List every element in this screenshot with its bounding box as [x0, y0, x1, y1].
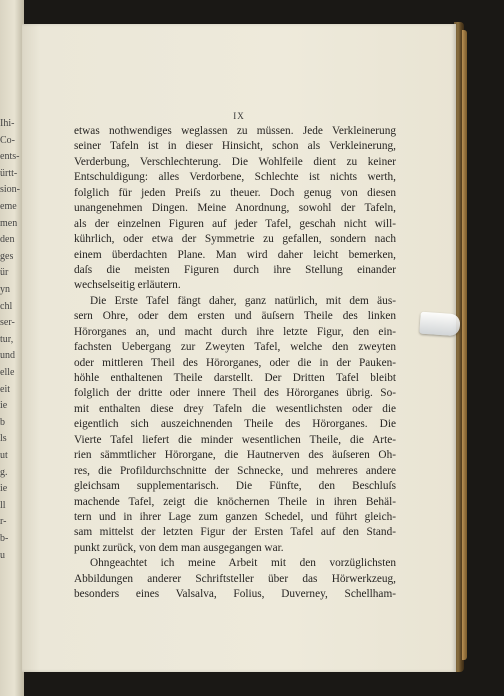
- previous-page-fragment: eme: [0, 201, 17, 212]
- text-line: folglich der dritte oder innere Theil des Hörorganes übrig. So-: [74, 387, 396, 400]
- previous-page-fragment: den: [0, 234, 15, 246]
- previous-page-fragment: eit: [0, 383, 10, 395]
- previous-page-fragment: chl: [0, 300, 13, 312]
- bookmark-ribbon: [419, 312, 460, 337]
- text-line: seiner Tafeln ist in dieser Hinsicht, schon als Verkleinerung,: [74, 140, 396, 153]
- text-line: sam mittelst der letzten Figur der Ersten Tafel auf den Stand-: [74, 526, 396, 539]
- text-line: Entschuldigung: alles Verdorbene, Schlechte ist nichts werth,: [74, 171, 396, 184]
- text-line: Die Erste Tafel fängt daher, ganz natürlich, mit dem äus-: [90, 294, 396, 307]
- text-line: einem überdachten Plane. Man wird daher leicht bemerken,: [74, 248, 396, 261]
- text-line: daſs die meisten Figuren durch ihre Stellung einander: [74, 263, 396, 276]
- text-line: folglich für jeden Preiſs zu theuer. Doch genug von diesen: [74, 186, 396, 199]
- book-page: [22, 24, 456, 672]
- previous-page-fragment: elle: [0, 367, 15, 378]
- previous-page-fragment: tur,: [0, 333, 14, 345]
- page-number: IX: [233, 111, 245, 121]
- text-line: fachsten Uebergang zur Zweyten Tafel, welche den zweyten: [74, 341, 396, 354]
- previous-page-fragment: ürtt-: [0, 167, 18, 179]
- previous-page-fragment: ür: [0, 267, 9, 279]
- text-line: als der einzelnen Figuren auf jeder Tafel, geschah nicht will-: [74, 217, 396, 230]
- previous-page-edge: [0, 0, 24, 696]
- previous-page-fragment: u: [0, 549, 5, 561]
- text-line: Abbildungen anderer Schriftsteller über das Hörwerkzeug,: [74, 572, 396, 585]
- previous-page-fragment: ges: [0, 250, 14, 262]
- previous-page-fragment: Ihi-: [0, 118, 15, 129]
- text-line: etwas nothwendiges weglassen zu müssen. Jede Verkleinerung: [74, 125, 396, 137]
- text-line: rien sämmtlicher Hörorgane, die Hautnerven des äuſseren Oh-: [74, 449, 396, 462]
- text-line: sern Ohre, oder dem ersten und äuſsern Theile des linken: [74, 310, 396, 323]
- previous-page-fragment: und: [0, 350, 15, 362]
- text-line: gleichsam supplementarisch. Die Fünfte, den Beschluſs: [74, 480, 396, 493]
- previous-page-fragment: ie: [0, 483, 8, 495]
- text-line: Verderbung, Verschlechterung. Die Wohlfeile dient zu keiner: [74, 155, 396, 168]
- text-line: Hörorganes an, und macht durch ihre letzte Figur, den ein-: [74, 325, 396, 338]
- book-binding-highlight: [462, 30, 467, 660]
- body-text: [74, 124, 396, 603]
- previous-page-fragment: ents-: [0, 151, 20, 163]
- text-line: Vierte Tafel liefert die minder wesentlichen Theile, die Arte-: [74, 433, 396, 446]
- previous-page-fragment: sion-: [0, 184, 20, 196]
- previous-page-fragment: b: [0, 416, 5, 428]
- previous-page-fragment: r-: [0, 516, 7, 528]
- text-line: machende Tafel, zeigt die knöchernen Theile in ihren Behäl-: [74, 495, 396, 508]
- text-line: mit enthalten diese drey Tafeln die wesentlichsten oder die: [74, 402, 396, 415]
- previous-page-fragment: men: [0, 217, 18, 229]
- text-line: eigentlich sich auszeichnenden Theile des Hörorganes. Die: [74, 418, 396, 431]
- previous-page-fragment: yn: [0, 284, 10, 295]
- text-line: res, die Profildurchschnitte der Schnecke, und mehreres andere: [74, 464, 396, 477]
- text-line: oder mittleren Theil des Hörorganes, oder die in der Pauken-: [74, 356, 396, 369]
- text-line: tern und in ihrer Lage zum ganzen Schedel, und führt gleich-: [74, 510, 396, 523]
- previous-page-fragment: g.: [0, 466, 8, 478]
- previous-page-fragment: ls: [0, 433, 7, 445]
- text-line: unangenehmen Dingen. Meine Anordnung, sowohl der Tafeln,: [74, 202, 396, 215]
- text-line: punkt zurück, von dem man ausgegangen war.: [74, 541, 284, 554]
- text-line: kührlich, oder etwa der Symmetrie zu gefallen, sondern nach: [74, 233, 396, 246]
- text-line: wechselseitig erläutern.: [74, 279, 181, 292]
- previous-page-fragment: ser-: [0, 317, 15, 329]
- text-line: besonders eines Valsalva, Folius, Duverney, Schellham-: [74, 588, 396, 601]
- text-line: Ohngeachtet ich meine Arbeit mit den vorzüglichsten: [90, 557, 396, 570]
- previous-page-fragment: Co-: [0, 134, 15, 146]
- previous-page-fragment: ll: [0, 499, 6, 511]
- previous-page-fragment: b-: [0, 533, 9, 544]
- text-line: höhle enthaltenen Theile darstellt. Der Dritten Tafel bleibt: [74, 372, 396, 384]
- previous-page-fragment: ie: [0, 400, 8, 412]
- previous-page-fragment: ut: [0, 450, 8, 461]
